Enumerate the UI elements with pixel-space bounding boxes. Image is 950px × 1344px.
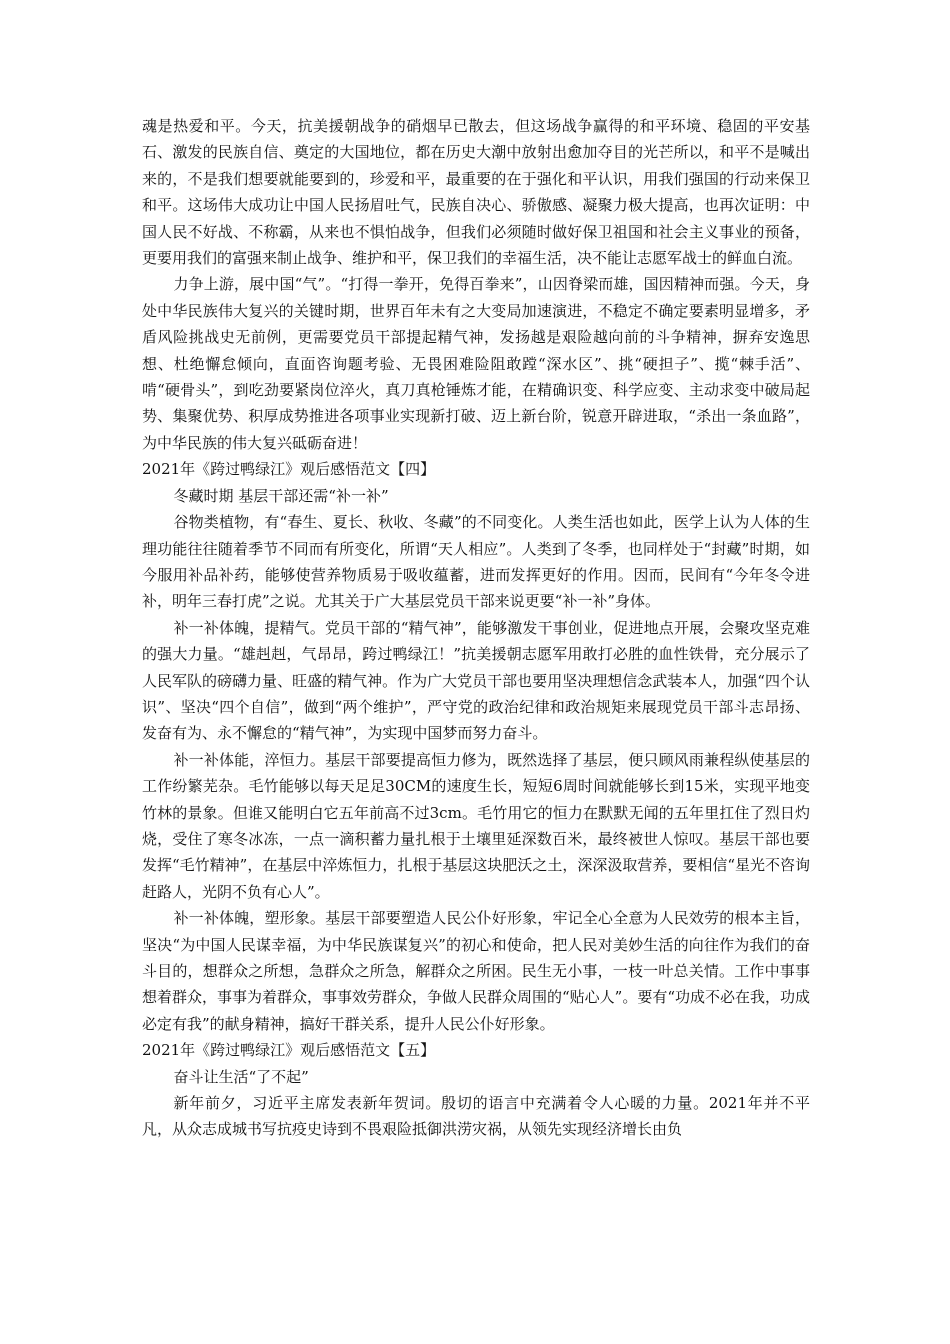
article-title-5: 奋斗让生活“了不起” — [173, 1067, 309, 1086]
paragraph-7: 新年前夕，习近平主席发表新年贺词。殷切的语言中充满着令人心暖的力量。2021年并不平凡，从众志成城书写抗疫史诗到不畏艰险抵御洪涝灾祸，从领先实现经济增长由负 — [142, 1094, 810, 1139]
paragraph-2: 力争上游，展中国“气”。“打得一拳开，免得百拳来”，山因脊梁而雄，国因精神而强。今天，身处中华民族伟大复兴的关键时期，世界百年未有之大变局加速演进，不稳定不确定要素明显增多，矛盾风险挑战史无前例，更需要党员干部提起精气神，发扬越是艰险越向前的斗争精神，摒弃安逸思想、杜绝懈怠倾向，直面咨询题考验、无畏困难险阻敢蹚“深水区”、挑“硬担子”、揽“棘手活”、啃“硬骨头”，到吃劲要紧岗位淬火，真刀真枪锤炼才能，在精确识变、科学应变、主动求变中破局起势、集聚优势、积厚成势推进各项事业实现新打破、迈上新台阶，锐意开辟进取，“杀出一条血路”，为中华民族的伟大复兴砥砺奋进！ — [142, 275, 810, 452]
paragraph-5: 补一补体能，淬恒力。基层干部要提高恒力修为，既然选择了基层，便只顾风雨兼程纵使基层的工作纷繁芜杂。毛竹能够以每天足足30CM的速度生长，短短6周时间就能够长到15米，实现平地变竹林的景象。但谁又能明白它五年前高不过3cm。毛竹用它的恒力在默默无闻的五年里扛住了烈日灼烧，受住了寒冬冰冻，一点一滴积蓄力量扎根于土壤里延深数百米，最终被世人惊叹。基层干部也要发挥“毛竹精神”，在基层中淬炼恒力，扎根于基层这块肥沃之土，深深汲取营养，要相信“星光不咨询赶路人，光阴不负有心人”。 — [142, 750, 811, 901]
paragraph-1: 魂是热爱和平。今天，抗美援朝战争的硝烟早已散去，但这场战争赢得的和平环境、稳固的平安基石、激发的民族自信、奠定的大国地位，都在历史大潮中放射出愈加夺目的光芒所以，和平不是喊出来的，不是我们想要就能要到的，珍爱和平，最重要的在于强化和平认识，用我们强国的行动来保卫和平。这场伟大成功让中国人民扬眉吐气，民族自决心、骄傲感、凝聚力极大提高，也再次证明：中国人民不好战、不称霸，从来也不惧怕战争，但我们必须随时做好保卫祖国和社会主义事业的预备，更要用我们的富强来制止战争、维护和平，保卫我们的幸福生活，决不能让志愿军战士的鲜血白流。 — [142, 117, 810, 268]
document-page — [142, 113, 810, 1143]
article-title-4: 冬藏时期 基层干部还需“补一补” — [173, 486, 389, 505]
paragraph-4: 补一补体魄，提精气。党员干部的“精气神”，能够激发干事创业，促进地点开展，会聚攻坚克难的强大力量。“雄赳赳，气昂昂，跨过鸭绿江！”抗美援朝志愿军用敢打必胜的血性铁骨，充分展示了人民军队的磅礴力量、旺盛的精气神。作为广大党员干部也要用坚决理想信念武装本人，加强“四个认识”、坚决“四个自信”，做到“两个维护”，严守党的政治纪律和政治规矩来展现党员干部斗志昂扬、发奋有为、永不懈怠的“精气神”，为实现中国梦而努力奋斗。 — [142, 618, 810, 743]
paragraph-6: 补一补体魄，塑形象。基层干部要塑造人民公仆好形象，牢记全心全意为人民效劳的根本主旨，坚决“为中国人民谋幸福，为中华民族谋复兴”的初心和使命，把人民对美妙生活的向往作为我们的奋斗目的，想群众之所想，急群众之所急，解群众之所困。民生无小事，一枝一叶总关情。工作中事事想着群众，事事为着群众，事事效劳群众，争做人民群众周围的“贴心人”。要有“功成不必在我，功成必定有我”的献身精神，搞好干群关系，提升人民公仆好形象。 — [142, 909, 811, 1033]
section-heading-4: 2021年《跨过鸭绿江》观后感悟范文【四】 — [142, 460, 436, 479]
section-heading-5: 2021年《跨过鸭绿江》观后感悟范文【五】 — [142, 1041, 436, 1060]
paragraph-3: 谷物类植物，有“春生、夏长、秋收、冬藏”的不同变化。人类生活也如此，医学上认为人体的生理功能往往随着季节不同而有所变化，所谓“天人相应”。人类到了冬季，也同样处于“封藏”时期，如今服用补品补药，能够使营养物质易于吸收蕴蓄，进而发挥更好的作用。因而，民间有“今年冬令进补，明年三春打虎”之说。尤其关于广大基层党员干部来说更要“补一补”身体。 — [142, 513, 810, 611]
